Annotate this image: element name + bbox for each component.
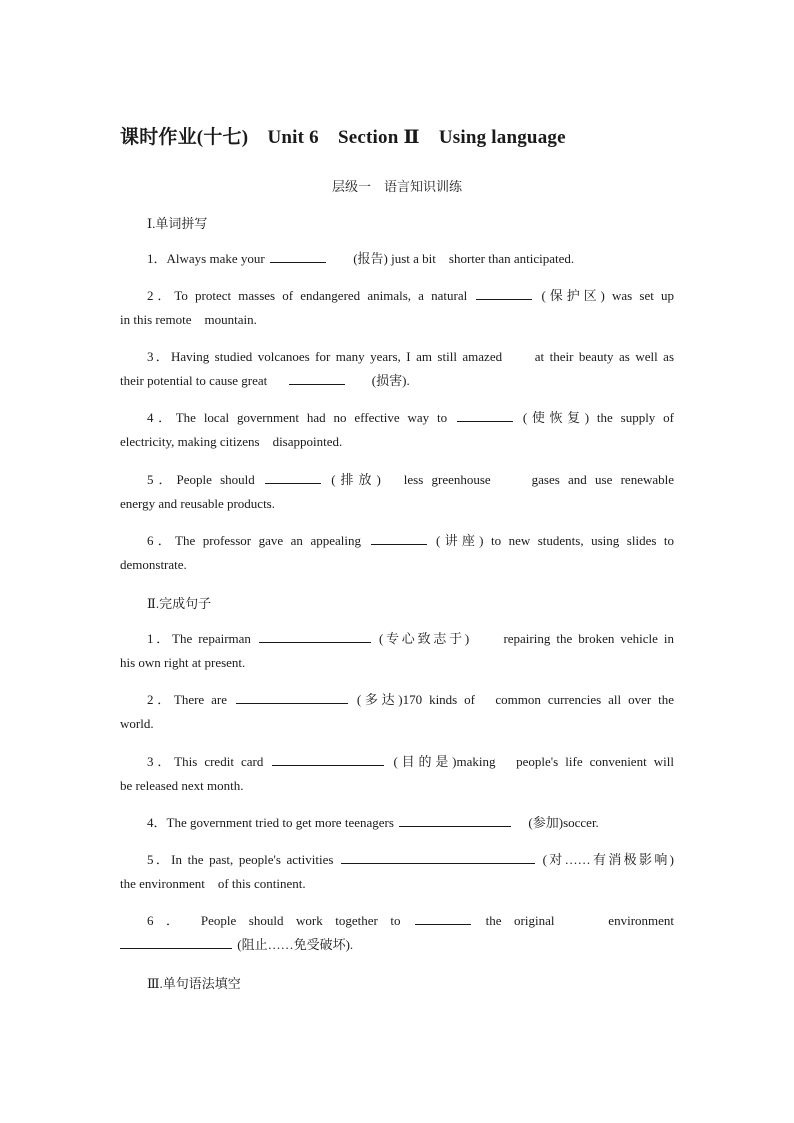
answer-blank[interactable] xyxy=(120,934,232,949)
q1-1-text-a: 1．Always make your xyxy=(147,251,265,266)
question-1-3 xyxy=(120,345,674,393)
q1-2-text-a: 2．To protect masses of endangered animals, a natural xyxy=(147,288,468,303)
question-1-2 xyxy=(120,284,674,332)
answer-blank[interactable] xyxy=(341,849,535,864)
q2-3-text-c: be released next month. xyxy=(120,778,244,793)
q1-4-text-c: electricity, making citizens disappointed. xyxy=(120,434,343,449)
q2-5-text-b: (对……有消极影响) xyxy=(542,852,675,867)
q2-1-text-b: (专心致志于) repairing the broken vehicle in xyxy=(378,631,675,646)
answer-blank[interactable] xyxy=(259,628,371,643)
q1-2-text-b: (保护区) was set up xyxy=(541,288,674,303)
answer-blank[interactable] xyxy=(289,370,345,385)
q1-3-text-c: (损害). xyxy=(371,373,410,388)
q2-6-text-a: 6 ． People should work together to xyxy=(147,913,401,928)
section-heading-1: Ⅰ.单词拼写 xyxy=(147,216,208,231)
answer-blank[interactable] xyxy=(399,812,511,827)
q2-3-text-a: 3．This credit card xyxy=(147,754,264,769)
q1-6-text-a: 6．The professor gave an appealing xyxy=(147,533,361,548)
question-1-5 xyxy=(120,468,674,516)
answer-blank[interactable] xyxy=(415,910,471,925)
question-2-5 xyxy=(120,848,674,896)
question-2-2 xyxy=(120,688,674,736)
question-2-3 xyxy=(120,750,674,798)
q2-6-text-b: the original environment xyxy=(485,913,675,928)
answer-blank[interactable] xyxy=(457,407,513,422)
section-heading-2: Ⅱ.完成句子 xyxy=(147,596,212,611)
q1-2-text-c: in this remote mountain. xyxy=(120,312,257,327)
question-2-1 xyxy=(120,627,674,675)
q2-4-text-a: 4．The government tried to get more teenagers xyxy=(147,815,394,830)
q1-6-text-c: demonstrate. xyxy=(120,557,187,572)
question-1-6 xyxy=(120,529,674,577)
q1-3-text-b: their potential to cause great xyxy=(120,373,268,388)
q2-5-text-a: 5．In the past, people's activities xyxy=(147,852,334,867)
q2-2-text-c: world. xyxy=(120,716,154,731)
q1-5-text-a: 5．People should xyxy=(147,472,255,487)
q1-5-text-c: energy and reusable products. xyxy=(120,496,275,511)
q2-4-text-b: (参加)soccer. xyxy=(528,815,599,830)
answer-blank[interactable] xyxy=(270,248,326,263)
page-title: 课时作业(十七) Unit 6 Section Ⅱ Using language xyxy=(120,127,566,148)
answer-blank[interactable] xyxy=(371,530,427,545)
question-1-4 xyxy=(120,406,674,454)
answer-blank[interactable] xyxy=(476,285,532,300)
answer-blank[interactable] xyxy=(236,689,348,704)
answer-blank[interactable] xyxy=(265,469,321,484)
question-2-6 xyxy=(120,909,674,957)
q1-4-text-b: (使恢复) the supply of xyxy=(522,410,675,425)
q2-6-text-c: (阻止……免受破坏). xyxy=(237,937,354,952)
q2-3-text-b: (目的是)making people's life convenient will xyxy=(393,754,674,769)
q2-1-text-a: 1．The repairman xyxy=(147,631,251,646)
q2-2-text-a: 2．There are xyxy=(147,692,227,707)
level-title: 层级一 语言知识训练 xyxy=(331,179,462,194)
q1-1-text-b: (报告) just a bit shorter than anticipated. xyxy=(353,251,575,266)
q2-2-text-b: (多达)170 kinds of common currencies all over the xyxy=(356,692,675,707)
q1-5-text-b: (排放) less greenhouse gases and use renewable xyxy=(331,472,674,487)
q1-4-text-a: 4．The local government had no effective way to xyxy=(147,410,448,425)
q2-5-text-c: the environment of this continent. xyxy=(120,876,306,891)
answer-blank[interactable] xyxy=(272,751,384,766)
question-1-1 xyxy=(120,247,674,271)
question-2-4 xyxy=(120,811,674,835)
q2-1-text-c: his own right at present. xyxy=(120,655,246,670)
q1-6-text-b: (讲座) to new students, using slides to xyxy=(436,533,675,548)
q1-3-text-a: 3．Having studied volcanoes for many years, I am still amazed at their beauty as well as xyxy=(147,349,674,364)
section-heading-3: Ⅲ.单句语法填空 xyxy=(147,976,241,991)
